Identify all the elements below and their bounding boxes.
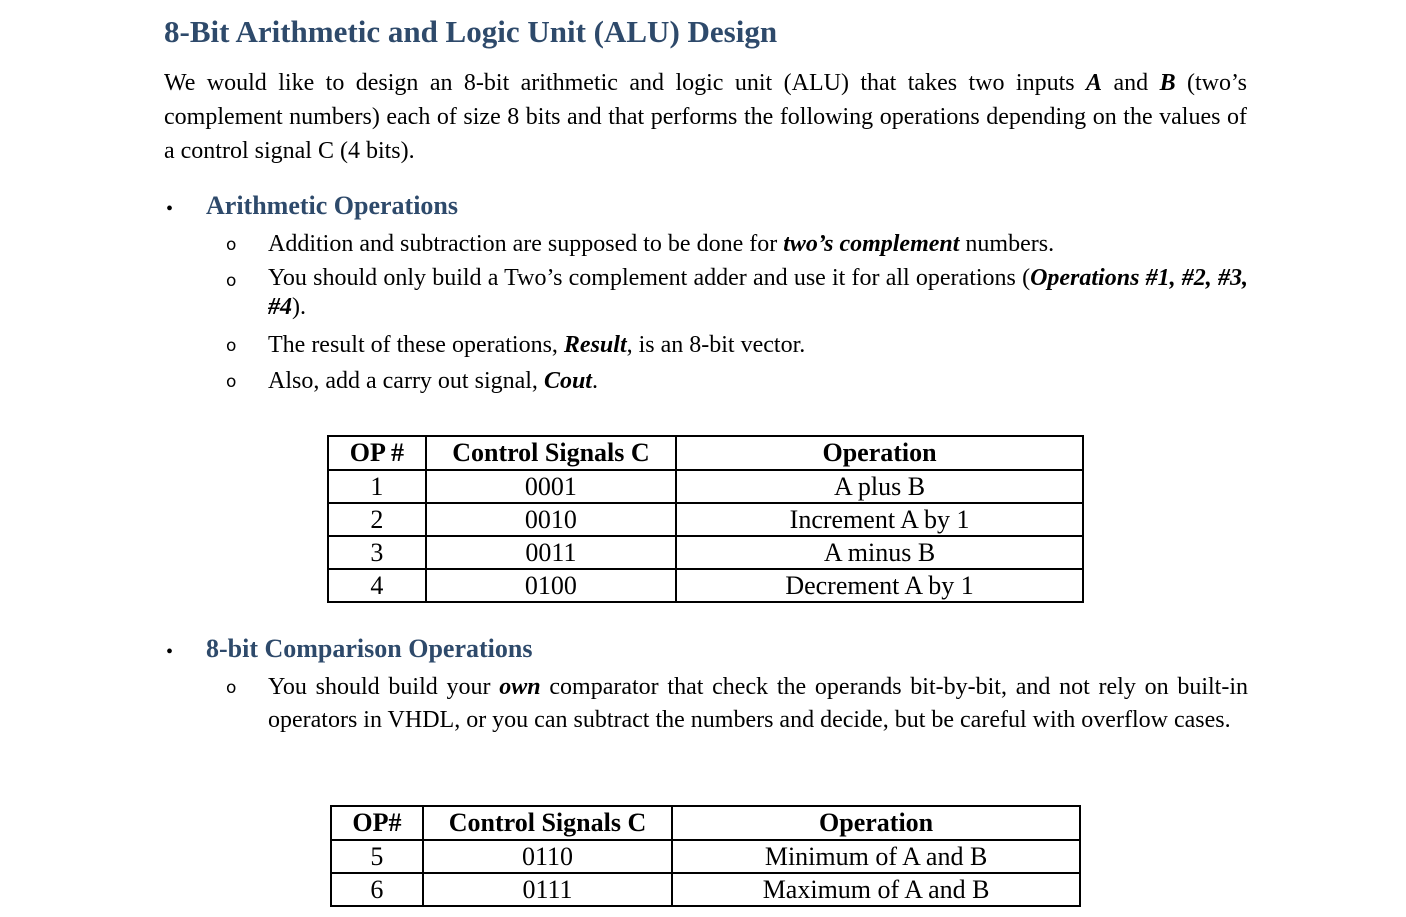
intro-text-2: and (1102, 70, 1160, 96)
intro-text-3: (two’s complement numbers) each of size 8 bits and that performs the following operations depending on the values of a control signal C (4 bits). (164, 70, 1248, 164)
arith-item-3-emphasis: Result (563, 332, 627, 358)
cell-control-signal: 0010 (426, 503, 676, 536)
arith-item-4 (268, 365, 1248, 398)
header-op-number: OP# (331, 806, 423, 840)
arith-item-1-emphasis: two’s complement (783, 231, 960, 257)
comp-item-1 (268, 671, 1248, 737)
comp-item-1-text-end: comparator that check the operands bit-by-bit, and not rely on built-in operators in VHDL, or you can subtract the numbers and decide, but be careful with overflow cases. (268, 674, 1248, 733)
comp-item-1-emphasis: own (499, 674, 541, 700)
input-b-label: B (1159, 70, 1176, 96)
arith-item-4-text-end: . (591, 368, 598, 394)
page-title: 8-Bit Arithmetic and Logic Unit (ALU) Design (164, 14, 778, 49)
arithmetic-ops-table (327, 435, 1084, 603)
table-header-row (331, 806, 1080, 840)
comp-item-1-text: You should build your (268, 674, 500, 700)
arith-item-1-text: Addition and subtraction are supposed to be done for (268, 231, 784, 257)
table-row (331, 840, 1080, 873)
arith-item-2-emphasis: Operations #1, #2, #3, #4 (268, 265, 1248, 320)
header-operation: Operation (676, 436, 1083, 470)
sub-bullet-icon: o (226, 336, 237, 356)
sub-bullet-icon: o (226, 372, 237, 392)
arith-item-4-emphasis: Cout (543, 368, 592, 394)
bullet-icon: • (166, 641, 174, 663)
arithmetic-heading: Arithmetic Operations (206, 191, 459, 220)
cell-operation: Minimum of A and B (672, 840, 1080, 873)
arith-item-4-text: Also, add a carry out signal, (268, 368, 544, 394)
cell-operation: Increment A by 1 (676, 503, 1083, 536)
header-control-signals: Control Signals C (426, 436, 676, 470)
cell-op-number: 6 (331, 873, 423, 906)
sub-bullet-icon: o (226, 678, 237, 698)
arith-item-3-text: The result of these operations, (268, 332, 564, 358)
header-control-signals: Control Signals C (423, 806, 672, 840)
arith-item-3 (268, 329, 1248, 362)
header-operation: Operation (672, 806, 1080, 840)
arith-item-1 (268, 228, 1248, 261)
table-row (328, 470, 1083, 503)
cell-op-number: 4 (328, 569, 426, 602)
arith-item-2-text: You should only build a Two’s complement adder and use it for all operations ( (268, 265, 1031, 291)
arith-item-2 (268, 264, 1248, 322)
cell-operation: Decrement A by 1 (676, 569, 1083, 602)
cell-operation: Maximum of A and B (672, 873, 1080, 906)
cell-control-signal: 0011 (426, 536, 676, 569)
cell-control-signal: 0001 (426, 470, 676, 503)
table-row (331, 873, 1080, 906)
arith-item-1-text-end: numbers. (959, 231, 1055, 257)
table-row (328, 536, 1083, 569)
cell-op-number: 1 (328, 470, 426, 503)
comparison-ops-table (330, 805, 1081, 907)
input-a-label: A (1086, 70, 1103, 96)
sub-bullet-icon: o (226, 271, 237, 291)
cell-op-number: 5 (331, 840, 423, 873)
sub-bullet-icon: o (226, 235, 237, 255)
cell-control-signal: 0100 (426, 569, 676, 602)
table-row (328, 569, 1083, 602)
table-row (328, 503, 1083, 536)
comparison-heading: 8-bit Comparison Operations (206, 634, 533, 663)
cell-op-number: 3 (328, 536, 426, 569)
arith-item-3-text-end: , is an 8-bit vector. (626, 332, 806, 358)
cell-operation: A minus B (676, 536, 1083, 569)
header-op-number: OP # (328, 436, 426, 470)
cell-control-signal: 0111 (423, 873, 672, 906)
table-header-row (328, 436, 1083, 470)
cell-op-number: 2 (328, 503, 426, 536)
cell-control-signal: 0110 (423, 840, 672, 873)
arith-item-2-text-end: ). (292, 294, 306, 320)
intro-text-1: We would like to design an 8-bit arithmetic and logic unit (ALU) that takes two inputs (164, 70, 1087, 96)
cell-operation: A plus B (676, 470, 1083, 503)
bullet-icon: • (166, 198, 174, 220)
intro-paragraph (164, 66, 1247, 168)
